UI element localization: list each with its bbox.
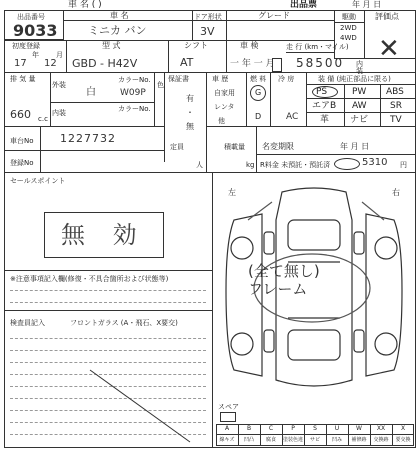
color-no-label: カラーNo. (118, 76, 151, 84)
disp-unit: c.c (38, 115, 48, 123)
row4-sep1 (206, 126, 207, 172)
row3-bottom-right (206, 126, 416, 127)
reg-year-label: 年 (32, 51, 39, 59)
code-meaning: 要交換 (395, 437, 411, 443)
equip-col2 (380, 84, 381, 126)
equip-col1 (344, 84, 345, 126)
code-meaning: 補修跡 (351, 437, 367, 443)
row3-sep4 (246, 72, 247, 126)
door-value: 3V (200, 25, 215, 38)
score-bottom (334, 58, 416, 59)
code-meaning: 塗装色違 (282, 437, 303, 443)
diagram-right-label: 右 (392, 188, 400, 197)
form-title: 出品票 (290, 0, 318, 10)
model-label: 型 式 (102, 41, 121, 50)
notes-line2 (10, 302, 206, 303)
sales-label: セールスポイント (10, 177, 66, 185)
code-meaning: 交換跡 (373, 437, 389, 443)
code-meaning: 腐食 (265, 437, 276, 443)
expiry-label: 名変期限 (262, 142, 294, 151)
sales-bottom (4, 270, 212, 271)
color-no-value: W09P (120, 88, 146, 98)
fuel-diesel: D (255, 112, 262, 121)
model-value: GBD - H42V (72, 57, 138, 70)
void-stamp (44, 212, 164, 258)
equip-aw: AW (352, 101, 367, 111)
notes-line1 (10, 290, 206, 291)
row1-sep2 (226, 10, 227, 40)
score-mark: ✕ (378, 34, 400, 64)
equip-tv: TV (390, 115, 402, 125)
recycle-amount: 5310 (362, 157, 388, 168)
code-letter: S (313, 425, 317, 432)
recycle-text: R料金 未預託・預託済 (260, 161, 331, 169)
code-meaning: 凹凸 (243, 437, 254, 443)
color-value: 白 (86, 87, 96, 98)
equip-abs: ABS (386, 87, 404, 97)
ext-label: 装 (356, 67, 363, 75)
lot-number: 9033 (13, 21, 58, 40)
drive-divider (334, 22, 364, 23)
code-letter: X (400, 425, 406, 432)
row4-bottom (4, 172, 416, 173)
diagram-left-label: 左 (228, 188, 236, 197)
reg-label: 初度登録 (12, 42, 40, 50)
warranty-label: 保証書 (168, 75, 189, 83)
reg-year: 17 (14, 58, 27, 69)
row4-sep2 (256, 126, 257, 172)
load-label: 積載量 (224, 143, 245, 151)
warranty-opt-dot: ・ (186, 108, 194, 117)
int-color-no-label: カラーNo. (118, 105, 151, 113)
car-name-value: ミニカ バン (88, 24, 147, 37)
reg-month-label: 月 (56, 51, 63, 59)
notes-label: ※注意事項記入欄(修復・不具合箇所および状態等) (10, 275, 169, 283)
code-letter: P (291, 425, 295, 432)
frame-value: 1227732 (60, 132, 116, 145)
lot-label: 出品番号 (17, 13, 45, 21)
equip-line2 (306, 98, 416, 99)
cap-label: 定員 (170, 143, 184, 151)
row2-bottom (4, 72, 416, 73)
equip-airbag: エアB (312, 101, 337, 111)
row3-sep3 (206, 72, 207, 126)
row3-sep1 (154, 72, 155, 126)
code-letter: XX (376, 425, 386, 432)
equip-line1 (306, 84, 416, 85)
header-top-text: 車 名 ( ) (68, 0, 102, 10)
void-stamp-text: 無 効 (61, 221, 147, 249)
lot-box (4, 10, 64, 40)
spare-label: スペア (218, 403, 239, 411)
code-meaning: 線キズ (219, 437, 235, 443)
code-letter: W (356, 425, 362, 432)
disp-label: 排 気 量 (10, 75, 36, 83)
code-letter: U (334, 425, 340, 432)
reg-no-label: 登録No (10, 159, 34, 167)
score-label: 評価点 (375, 12, 399, 21)
door-label: ドア形状 (194, 13, 222, 21)
diagram-overlay: (全て無し) フレーム (248, 262, 320, 298)
equip-pw: PW (352, 87, 367, 97)
equip-navi: ナビ (350, 115, 369, 125)
mileage-divider (286, 52, 334, 53)
drive-4wd: 4WD (340, 34, 357, 42)
equip-sr: SR (390, 101, 402, 111)
fuel-label: 燃 料 (250, 75, 267, 83)
ac-value: AC (286, 112, 299, 122)
mileage-label: 走 行 (km・マイル) (286, 43, 349, 51)
row2-sep1 (66, 40, 67, 72)
reg-month: 12 (44, 58, 57, 69)
grade-label: グレード (258, 11, 290, 20)
load-unit: kg (246, 161, 255, 169)
spare-box (220, 412, 236, 422)
inspector-label: 検査員記入 (10, 319, 45, 327)
history-label: 車 歴 (212, 75, 229, 83)
row2-sep3 (226, 40, 227, 72)
drive-label: 駆動 (342, 13, 356, 21)
row4-sep0 (40, 126, 41, 172)
car-name-label: 車 名 (110, 11, 129, 20)
row3-sep0 (50, 72, 51, 126)
shift-label: シフト (184, 41, 208, 50)
row1-sep1 (192, 10, 193, 40)
windshield-label: フロントガラス (A・飛石、X要交) (70, 319, 178, 327)
shift-value: AT (180, 56, 194, 69)
row1-bottom (4, 40, 334, 41)
drive-2wd: 2WD (340, 24, 357, 32)
int-color-label: 内装 (52, 109, 66, 117)
fuel-gas: G (255, 88, 262, 97)
recycle-unit: 円 (400, 161, 407, 169)
row3-bottom-left (4, 126, 164, 127)
ext-color-tag: 外装 (52, 81, 66, 89)
strike-line (4, 330, 212, 448)
cap-unit: 人 (196, 161, 203, 169)
equip-leather: 革 (320, 115, 330, 125)
code-letter: C (268, 425, 274, 432)
color-divider (50, 102, 154, 103)
row2-sep2 (168, 40, 169, 72)
code-meaning: サビ (309, 437, 320, 443)
disp-value: 660 (10, 108, 31, 121)
row4-mid (4, 150, 164, 151)
history-private: 自家用 (214, 89, 235, 97)
inspect-box (272, 58, 282, 72)
history-rental: レンタ (214, 103, 235, 111)
warranty-opt-yes: 有 (186, 94, 194, 103)
expiry-date: 年 月 日 (340, 142, 370, 151)
code-letter: B (246, 425, 252, 432)
notes-bottom (4, 310, 212, 311)
row3-sep6 (306, 72, 307, 126)
equip-ps: PS (316, 87, 328, 97)
equip-label: 装 備 (純正部品に限る) (318, 75, 391, 83)
recycle-circle (334, 158, 360, 170)
mileage-value: 58500 (296, 56, 345, 70)
frame-label: 車台No (10, 137, 34, 145)
code-meaning: 凹み (331, 437, 342, 443)
row3-sep2 (164, 72, 165, 162)
row3-sep5 (270, 72, 271, 126)
ac-label: 冷 房 (278, 75, 295, 83)
color-label: 色 (157, 81, 164, 89)
expiry-divider (256, 154, 416, 155)
inspect-label: 車 検 (240, 41, 259, 50)
int-label: 内 (356, 60, 363, 68)
warranty-opt-no: 無 (186, 122, 194, 131)
equip-line3 (306, 112, 416, 113)
header-date: 年 月 日 (352, 0, 382, 9)
score-sep (364, 10, 365, 58)
history-other: 他 (218, 117, 225, 125)
code-letter: A (224, 425, 230, 432)
inspect-value: 一 年 一 月 (230, 59, 275, 69)
